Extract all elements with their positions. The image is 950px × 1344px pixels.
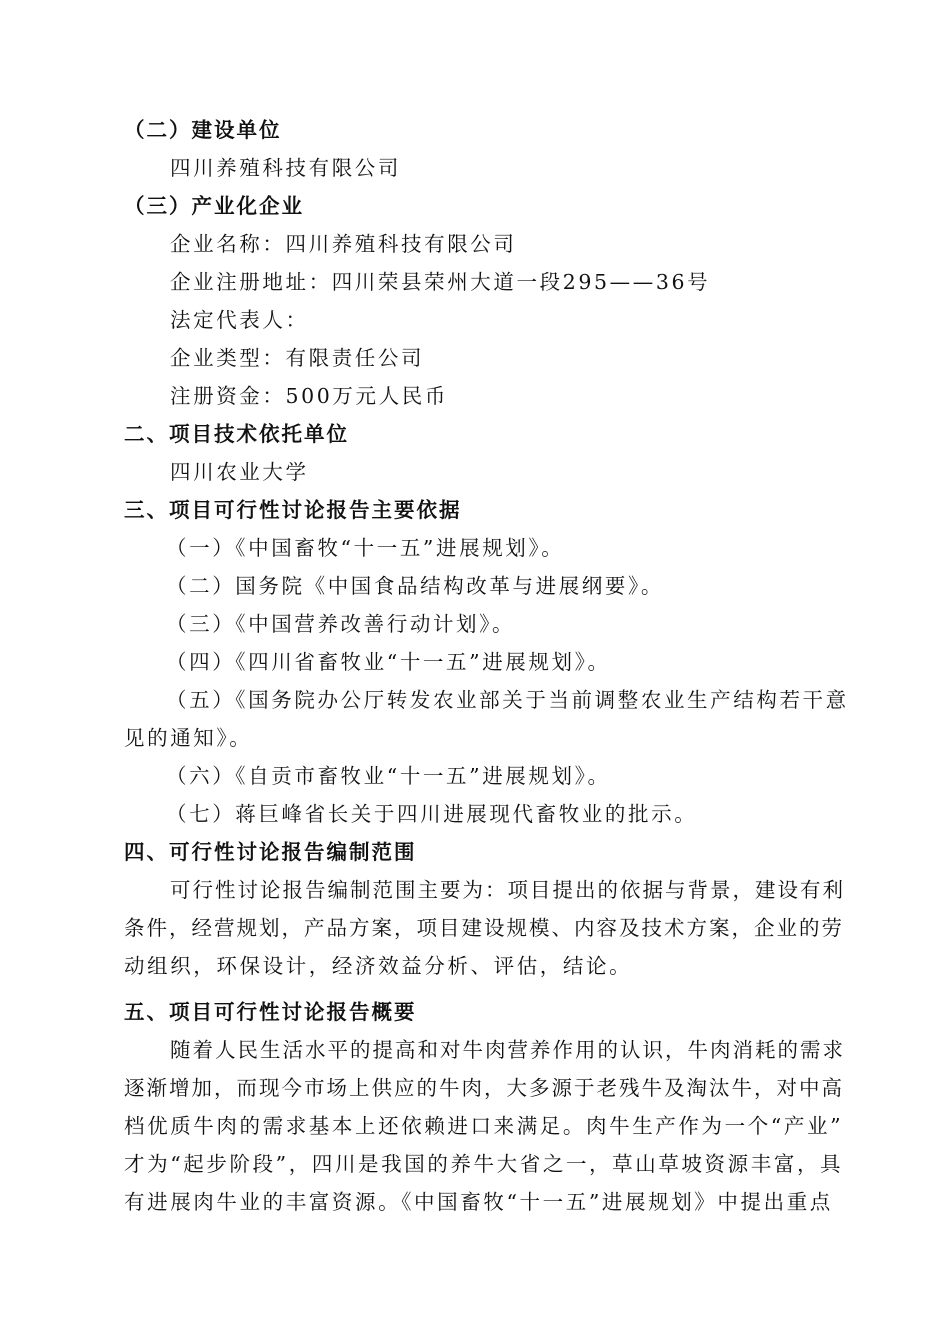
heading-industrial-enterprise: （三）产业化企业 <box>124 194 304 218</box>
heading-report-summary: 五、项目可行性讨论报告概要 <box>124 1000 417 1024</box>
basis-item-6: （六）《自贡市畜牧业“十一五”进展规划》。 <box>166 764 611 788</box>
tech-support-unit-name: 四川农业大学 <box>170 460 309 484</box>
summary-paragraph-line-3: 档优质牛肉的需求基本上还依赖进口来满足。肉牛生产作为一个“产业” <box>124 1114 844 1138</box>
basis-item-1: （一）《中国畜牧“十一五”进展规划》。 <box>166 536 565 560</box>
enterprise-address: 企业注册地址：四川荣县荣州大道一段295——36号 <box>170 270 711 294</box>
enterprise-name: 企业名称：四川养殖科技有限公司 <box>170 232 517 256</box>
construction-unit-name: 四川养殖科技有限公司 <box>170 156 401 180</box>
scope-paragraph-line-1: 可行性讨论报告编制范围主要为：项目提出的依据与背景，建设有利 <box>170 878 845 902</box>
legal-representative: 法定代表人： <box>170 308 309 332</box>
basis-item-5-line-1: （五）《国务院办公厅转发农业部关于当前调整农业生产结构若干意 <box>166 688 849 712</box>
summary-paragraph-line-4: 才为“起步阶段”，四川是我国的养牛大省之一，草山草坡资源丰富，具 <box>124 1152 844 1176</box>
basis-item-4: （四）《四川省畜牧业“十一五”进展规划》。 <box>166 650 611 674</box>
basis-item-5-line-2: 见的通知》。 <box>124 726 253 750</box>
basis-item-3: （三）《中国营养改善行动计划》。 <box>166 612 516 636</box>
heading-report-basis: 三、项目可行性讨论报告主要依据 <box>124 498 462 522</box>
registered-capital: 注册资金：500万元人民币 <box>170 384 448 408</box>
heading-construction-unit: （二）建设单位 <box>124 118 282 142</box>
scope-paragraph-line-3: 动组织，环保设计，经济效益分析、评估，结论。 <box>124 954 633 978</box>
scope-paragraph-line-2: 条件，经营规划，产品方案，项目建设规模、内容及技术方案，企业的劳 <box>124 916 844 940</box>
summary-paragraph-line-5: 有进展肉牛业的丰富资源。《中国畜牧“十一五”进展规划》中提出重点 <box>124 1190 833 1214</box>
summary-paragraph-line-2: 逐渐增加，而现今市场上供应的牛肉，大多源于老残牛及淘汰牛，对中高 <box>124 1076 844 1100</box>
basis-item-2: （二）国务院《中国食品结构改革与进展纲要》。 <box>166 574 664 598</box>
heading-report-scope: 四、可行性讨论报告编制范围 <box>124 840 417 864</box>
enterprise-type: 企业类型：有限责任公司 <box>170 346 425 370</box>
heading-tech-support-unit: 二、项目技术依托单位 <box>124 422 349 446</box>
summary-paragraph-line-1: 随着人民生活水平的提高和对牛肉营养作用的认识，牛肉消耗的需求 <box>170 1038 845 1062</box>
basis-item-7: （七）蒋巨峰省长关于四川进展现代畜牧业的批示。 <box>166 802 698 826</box>
